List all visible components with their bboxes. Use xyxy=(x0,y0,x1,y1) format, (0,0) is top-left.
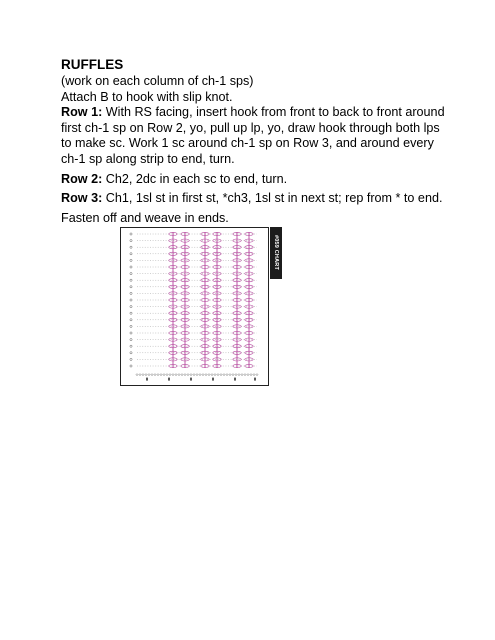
foundation-chain xyxy=(244,374,246,375)
foundation-chain xyxy=(220,374,222,375)
intro-line: Attach B to hook with slip knot. xyxy=(61,89,233,104)
foundation-chain xyxy=(187,374,189,375)
row-start-marker xyxy=(130,365,132,367)
closing-line: Fasten off and weave in ends. xyxy=(61,210,229,225)
intro-line: (work on each column of ch-1 sps) xyxy=(61,74,254,88)
row-label: Row 1: xyxy=(61,105,103,120)
chart-frame xyxy=(120,227,269,386)
foundation-chain xyxy=(229,374,231,375)
foundation-chain xyxy=(175,374,177,375)
foundation-chain xyxy=(166,374,168,375)
foundation-chain xyxy=(232,374,234,375)
foundation-chain xyxy=(193,374,195,375)
row-text: to make sc. Work 1 sc around ch-1 sp on Row 3, and around every xyxy=(61,136,434,151)
column-tick xyxy=(168,378,170,381)
row-start-marker xyxy=(130,358,132,360)
foundation-chain xyxy=(196,374,198,375)
foundation-chain xyxy=(235,374,237,375)
foundation-chain xyxy=(217,374,219,375)
row-2-instruction xyxy=(61,172,471,188)
row-start-marker xyxy=(130,292,132,294)
row-start-marker xyxy=(130,266,132,268)
stitch-chart-graphic xyxy=(121,228,268,385)
foundation-chain xyxy=(142,374,144,375)
row-start-marker xyxy=(130,352,132,354)
row-label: Row 2: xyxy=(61,171,103,186)
foundation-chain xyxy=(241,374,243,375)
row-start-marker xyxy=(130,345,132,347)
foundation-chain xyxy=(208,374,210,375)
row-start-marker xyxy=(130,319,132,321)
row-text: ch-1 sp along strip to end, turn. xyxy=(61,151,235,166)
foundation-chain xyxy=(178,374,180,375)
foundation-chain xyxy=(148,374,150,375)
row-text: first ch-1 sp on Row 2, yo, pull up lp, yo, draw hook through both lps xyxy=(61,120,440,135)
foundation-chain xyxy=(211,374,213,375)
row-start-marker xyxy=(130,233,132,235)
row-text: Ch2, 2dc in each sc to end, turn. xyxy=(102,171,288,186)
column-tick xyxy=(234,378,236,381)
row-start-marker xyxy=(130,325,132,327)
foundation-chain xyxy=(184,374,186,375)
row-start-marker xyxy=(130,273,132,275)
foundation-chain xyxy=(160,374,162,375)
row-3-instruction xyxy=(61,191,471,207)
pattern-text xyxy=(61,56,471,226)
foundation-chain xyxy=(202,374,204,375)
column-tick xyxy=(212,378,214,381)
foundation-chain xyxy=(157,374,159,375)
foundation-chain xyxy=(181,374,183,375)
column-tick xyxy=(254,378,256,381)
row-start-marker xyxy=(130,339,132,341)
row-start-marker xyxy=(130,299,132,301)
foundation-chain xyxy=(205,374,207,375)
row-start-marker xyxy=(130,306,132,308)
row-start-marker xyxy=(130,279,132,281)
chart-tab-label: #059 CHART xyxy=(273,235,279,271)
foundation-chain xyxy=(250,374,252,375)
row-start-marker xyxy=(130,286,132,288)
foundation-chain xyxy=(139,374,141,375)
foundation-chain xyxy=(151,374,153,375)
row-text: Ch1, 1sl st in first st, *ch3, 1sl st in next st; rep from * to end. xyxy=(102,191,443,206)
row-start-marker xyxy=(130,240,132,242)
row-label: Row 3: xyxy=(61,191,103,206)
foundation-chain xyxy=(169,374,171,375)
foundation-chain xyxy=(154,374,156,375)
row-start-marker xyxy=(130,332,132,334)
column-tick xyxy=(190,378,192,381)
foundation-chain xyxy=(190,374,192,375)
foundation-chain xyxy=(223,374,225,375)
section-heading: RUFFLES xyxy=(61,57,124,72)
foundation-chain xyxy=(172,374,174,375)
row-1-instruction xyxy=(61,105,471,167)
foundation-chain xyxy=(247,374,249,375)
stitch-chart xyxy=(120,227,279,387)
row-start-marker xyxy=(130,259,132,261)
foundation-chain xyxy=(214,374,216,375)
chart-tab xyxy=(270,227,282,279)
row-start-marker xyxy=(130,312,132,314)
column-tick xyxy=(146,378,148,381)
foundation-chain xyxy=(226,374,228,375)
foundation-chain xyxy=(136,374,138,375)
row-start-marker xyxy=(130,246,132,248)
row-text: With RS facing, insert hook from front to back to front around xyxy=(102,105,445,120)
foundation-chain xyxy=(238,374,240,375)
foundation-chain xyxy=(145,374,147,375)
foundation-chain xyxy=(199,374,201,375)
foundation-chain xyxy=(163,374,165,375)
foundation-chain xyxy=(256,374,258,375)
row-start-marker xyxy=(130,253,132,255)
foundation-chain xyxy=(253,374,255,375)
